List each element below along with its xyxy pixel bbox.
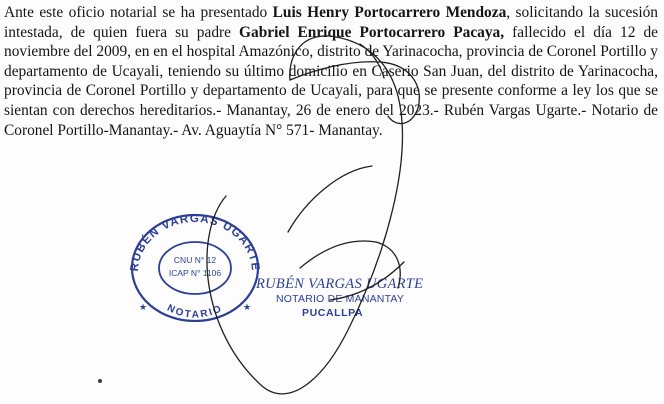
notary-notice — [4, 3, 658, 140]
notary-seal — [128, 210, 262, 322]
notice-text-intro: Ante este oficio notarial se ha presentado — [4, 4, 273, 21]
stamp-notary-role: NOTARIO DE MANANTAY — [276, 293, 405, 305]
deceased-name: Gabriel Enrique Portocarrero Pacaya, — [239, 23, 505, 41]
seal-icap: ICAP N° 1106 — [168, 268, 222, 278]
notice-paragraph — [4, 3, 658, 140]
ink-dot — [98, 379, 102, 383]
seal-star-right: ★ — [243, 303, 252, 313]
petitioner-name: Luis Henry Portocarrero Mendoza — [272, 4, 507, 21]
seal-cnu: CNU N° 12 — [173, 255, 217, 265]
seal-star-left: ★ — [139, 303, 148, 313]
seal-outer-text: RUBÉN VARGAS UGARTE — [128, 212, 262, 272]
stamp-city: PUCALLPA — [302, 307, 364, 319]
seal-bottom-text: NOTARIO — [165, 302, 225, 321]
notice-text-middle: , solicitando la sucesión intestada, de quien fuera su padre — [4, 4, 658, 41]
stamp-notary-name: RUBÉN VARGAS UGARTE — [256, 276, 424, 292]
notice-text-body: fallecido el día 12 de noviembre del 2009, en en el hospital Amazónico, distrito de Yarinacocha, provincia de Coronel Portillo y departamento de Ucayali, teniendo su último domicilio en Caserio San Juan, del distrito de Yarinacocha, provincia de Coronel Portillo y departamento de Ucayali, para que se presente conforme a ley los que se sientan con derechos hereditarios.- Manantay, 26 de enero del 2023.- Rubén Vargas Ugarte.- Notario de Coronel Portillo-Manantay.- Av. Aguaytía N° 571- Manantay. — [4, 23, 659, 139]
